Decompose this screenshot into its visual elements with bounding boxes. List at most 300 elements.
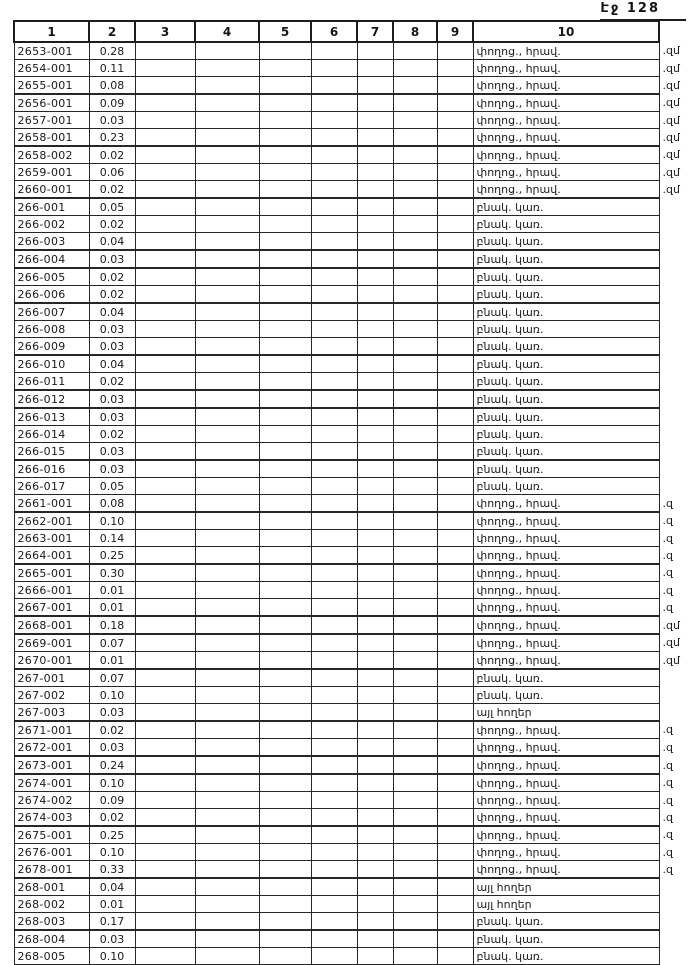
empty-cell-9 bbox=[437, 774, 473, 792]
empty-cell-6 bbox=[311, 616, 357, 634]
empty-cell-7 bbox=[357, 896, 393, 913]
empty-cell-4 bbox=[195, 390, 259, 408]
area-value-cell: 0.02 bbox=[89, 146, 135, 164]
empty-cell-8 bbox=[393, 512, 437, 530]
empty-cell-6 bbox=[311, 756, 357, 774]
empty-cell-7 bbox=[357, 286, 393, 304]
table-row bbox=[14, 756, 689, 774]
empty-cell-8 bbox=[393, 233, 437, 251]
empty-cell-6 bbox=[311, 930, 357, 948]
column-header-6: 6 bbox=[311, 21, 357, 42]
margin-mark: .զ bbox=[659, 547, 689, 565]
table-row bbox=[14, 443, 689, 461]
empty-cell-7 bbox=[357, 739, 393, 757]
margin-mark: .զ bbox=[659, 599, 689, 617]
empty-cell-7 bbox=[357, 512, 393, 530]
margin-mark: .զմ bbox=[659, 129, 689, 147]
empty-cell-7 bbox=[357, 164, 393, 181]
table-row bbox=[14, 250, 689, 268]
parcel-id-cell: 2658-001 bbox=[14, 129, 89, 147]
land-use-cell: փողոց., հրավ. bbox=[473, 721, 659, 739]
parcel-id-cell: 2665-001 bbox=[14, 564, 89, 582]
empty-cell-4 bbox=[195, 704, 259, 722]
empty-cell-9 bbox=[437, 460, 473, 478]
land-use-cell: բնակ. կառ. bbox=[473, 233, 659, 251]
empty-cell-9 bbox=[437, 616, 473, 634]
empty-cell-5 bbox=[259, 721, 311, 739]
empty-cell-9 bbox=[437, 599, 473, 617]
empty-cell-5 bbox=[259, 582, 311, 599]
land-use-cell: փողոց., հրավ. bbox=[473, 652, 659, 670]
table-row bbox=[14, 599, 689, 617]
table-row bbox=[14, 721, 689, 739]
area-value-cell: 0.25 bbox=[89, 826, 135, 844]
empty-cell-5 bbox=[259, 792, 311, 809]
land-use-cell: փողոց., հրավ. bbox=[473, 112, 659, 129]
empty-cell-6 bbox=[311, 250, 357, 268]
parcel-id-cell: 266-016 bbox=[14, 460, 89, 478]
table-row bbox=[14, 60, 689, 77]
empty-cell-3 bbox=[135, 373, 195, 391]
empty-cell-6 bbox=[311, 792, 357, 809]
empty-cell-4 bbox=[195, 77, 259, 95]
empty-cell-3 bbox=[135, 512, 195, 530]
parcel-id-cell: 2660-001 bbox=[14, 181, 89, 199]
area-value-cell: 0.03 bbox=[89, 321, 135, 338]
parcel-id-cell: 266-003 bbox=[14, 233, 89, 251]
empty-cell-3 bbox=[135, 669, 195, 687]
area-value-cell: 0.02 bbox=[89, 181, 135, 199]
empty-cell-5 bbox=[259, 948, 311, 965]
area-value-cell: 0.02 bbox=[89, 268, 135, 286]
empty-cell-9 bbox=[437, 495, 473, 513]
empty-cell-4 bbox=[195, 42, 259, 60]
land-use-cell: փողոց., հրավ. bbox=[473, 599, 659, 617]
land-use-cell: փողոց., հրավ. bbox=[473, 844, 659, 861]
empty-cell-3 bbox=[135, 687, 195, 704]
empty-cell-5 bbox=[259, 669, 311, 687]
empty-cell-6 bbox=[311, 913, 357, 931]
area-value-cell: 0.08 bbox=[89, 495, 135, 513]
empty-cell-8 bbox=[393, 42, 437, 60]
empty-cell-6 bbox=[311, 721, 357, 739]
empty-cell-5 bbox=[259, 60, 311, 77]
parcel-id-cell: 268-002 bbox=[14, 896, 89, 913]
land-use-cell: փողոց., հրավ. bbox=[473, 616, 659, 634]
empty-cell-8 bbox=[393, 913, 437, 931]
land-use-cell: բնակ. կառ. bbox=[473, 250, 659, 268]
table-body bbox=[14, 42, 689, 965]
empty-cell-5 bbox=[259, 844, 311, 861]
empty-cell-8 bbox=[393, 564, 437, 582]
land-use-cell: փողոց., հրավ. bbox=[473, 60, 659, 77]
empty-cell-6 bbox=[311, 460, 357, 478]
empty-cell-8 bbox=[393, 286, 437, 304]
column-header-1: 1 bbox=[14, 21, 89, 42]
margin-mark: .զմ bbox=[659, 112, 689, 129]
column-header-7: 7 bbox=[357, 21, 393, 42]
land-use-cell: այլ հողեր bbox=[473, 896, 659, 913]
land-use-cell: այլ հողեր bbox=[473, 878, 659, 896]
parcel-id-cell: 2661-001 bbox=[14, 495, 89, 513]
empty-cell-4 bbox=[195, 303, 259, 321]
land-use-cell: բնակ. կառ. bbox=[473, 443, 659, 461]
empty-cell-6 bbox=[311, 373, 357, 391]
parcel-id-cell: 267-003 bbox=[14, 704, 89, 722]
empty-cell-7 bbox=[357, 704, 393, 722]
parcel-id-cell: 2662-001 bbox=[14, 512, 89, 530]
table-row bbox=[14, 512, 689, 530]
area-value-cell: 0.02 bbox=[89, 373, 135, 391]
margin-mark bbox=[659, 233, 689, 251]
empty-cell-6 bbox=[311, 512, 357, 530]
empty-cell-6 bbox=[311, 390, 357, 408]
parcel-id-cell: 2676-001 bbox=[14, 844, 89, 861]
area-value-cell: 0.10 bbox=[89, 512, 135, 530]
empty-cell-3 bbox=[135, 216, 195, 233]
empty-cell-4 bbox=[195, 826, 259, 844]
table-row bbox=[14, 268, 689, 286]
parcel-id-cell: 266-008 bbox=[14, 321, 89, 338]
area-value-cell: 0.01 bbox=[89, 599, 135, 617]
empty-cell-9 bbox=[437, 704, 473, 722]
empty-cell-5 bbox=[259, 564, 311, 582]
empty-cell-5 bbox=[259, 426, 311, 443]
empty-cell-5 bbox=[259, 164, 311, 181]
empty-cell-8 bbox=[393, 112, 437, 129]
column-header-10: 10 bbox=[473, 21, 659, 42]
empty-cell-9 bbox=[437, 129, 473, 147]
empty-cell-8 bbox=[393, 739, 437, 757]
empty-cell-7 bbox=[357, 338, 393, 356]
empty-cell-7 bbox=[357, 408, 393, 426]
empty-cell-5 bbox=[259, 250, 311, 268]
empty-cell-5 bbox=[259, 913, 311, 931]
empty-cell-3 bbox=[135, 77, 195, 95]
margin-mark bbox=[659, 268, 689, 286]
empty-cell-8 bbox=[393, 321, 437, 338]
empty-cell-4 bbox=[195, 669, 259, 687]
empty-cell-3 bbox=[135, 809, 195, 827]
empty-cell-6 bbox=[311, 948, 357, 965]
empty-cell-8 bbox=[393, 181, 437, 199]
empty-cell-6 bbox=[311, 687, 357, 704]
margin-mark bbox=[659, 355, 689, 373]
table-row bbox=[14, 687, 689, 704]
table-row bbox=[14, 878, 689, 896]
margin-mark: .զ bbox=[659, 721, 689, 739]
empty-cell-7 bbox=[357, 547, 393, 565]
margin-mark bbox=[659, 948, 689, 965]
land-use-cell: բնակ. կառ. bbox=[473, 687, 659, 704]
empty-cell-8 bbox=[393, 861, 437, 879]
empty-cell-3 bbox=[135, 634, 195, 652]
empty-cell-8 bbox=[393, 94, 437, 112]
table-row bbox=[14, 826, 689, 844]
parcel-id-cell: 266-005 bbox=[14, 268, 89, 286]
empty-cell-9 bbox=[437, 948, 473, 965]
empty-cell-8 bbox=[393, 530, 437, 547]
parcel-id-cell: 266-009 bbox=[14, 338, 89, 356]
margin-mark: .զ bbox=[659, 530, 689, 547]
empty-cell-4 bbox=[195, 687, 259, 704]
land-use-cell: փողոց., հրավ. bbox=[473, 42, 659, 60]
land-use-cell: բնակ. կառ. bbox=[473, 216, 659, 233]
empty-cell-7 bbox=[357, 478, 393, 495]
empty-cell-5 bbox=[259, 809, 311, 827]
empty-cell-7 bbox=[357, 216, 393, 233]
empty-cell-3 bbox=[135, 460, 195, 478]
empty-cell-9 bbox=[437, 338, 473, 356]
empty-cell-3 bbox=[135, 286, 195, 304]
empty-cell-4 bbox=[195, 460, 259, 478]
empty-cell-9 bbox=[437, 739, 473, 757]
empty-cell-8 bbox=[393, 634, 437, 652]
empty-cell-7 bbox=[357, 930, 393, 948]
empty-cell-4 bbox=[195, 198, 259, 216]
empty-cell-4 bbox=[195, 582, 259, 599]
empty-cell-4 bbox=[195, 338, 259, 356]
empty-cell-5 bbox=[259, 616, 311, 634]
empty-cell-9 bbox=[437, 512, 473, 530]
empty-cell-3 bbox=[135, 303, 195, 321]
empty-cell-7 bbox=[357, 582, 393, 599]
empty-cell-5 bbox=[259, 129, 311, 147]
area-value-cell: 0.03 bbox=[89, 408, 135, 426]
margin-mark bbox=[659, 930, 689, 948]
empty-cell-7 bbox=[357, 250, 393, 268]
empty-cell-8 bbox=[393, 460, 437, 478]
empty-cell-8 bbox=[393, 390, 437, 408]
margin-mark: .զ bbox=[659, 739, 689, 757]
table-row bbox=[14, 94, 689, 112]
empty-cell-8 bbox=[393, 198, 437, 216]
empty-cell-9 bbox=[437, 564, 473, 582]
table-row bbox=[14, 164, 689, 181]
empty-cell-7 bbox=[357, 355, 393, 373]
margin-mark: .զ bbox=[659, 564, 689, 582]
empty-cell-8 bbox=[393, 129, 437, 147]
empty-cell-3 bbox=[135, 60, 195, 77]
column-header-9: 9 bbox=[437, 21, 473, 42]
land-use-cell: բնակ. կառ. bbox=[473, 390, 659, 408]
margin-mark bbox=[659, 390, 689, 408]
empty-cell-6 bbox=[311, 809, 357, 827]
margin-mark: .զմ bbox=[659, 616, 689, 634]
empty-cell-7 bbox=[357, 112, 393, 129]
empty-cell-9 bbox=[437, 687, 473, 704]
empty-cell-6 bbox=[311, 338, 357, 356]
header-row bbox=[14, 21, 689, 42]
empty-cell-9 bbox=[437, 198, 473, 216]
empty-cell-8 bbox=[393, 826, 437, 844]
empty-cell-5 bbox=[259, 512, 311, 530]
empty-cell-9 bbox=[437, 634, 473, 652]
empty-cell-5 bbox=[259, 303, 311, 321]
table-row bbox=[14, 338, 689, 356]
empty-cell-9 bbox=[437, 112, 473, 129]
empty-cell-4 bbox=[195, 216, 259, 233]
table-row bbox=[14, 861, 689, 879]
empty-cell-4 bbox=[195, 844, 259, 861]
land-use-cell: բնակ. կառ. bbox=[473, 198, 659, 216]
empty-cell-5 bbox=[259, 77, 311, 95]
empty-cell-7 bbox=[357, 564, 393, 582]
parcel-id-cell: 267-002 bbox=[14, 687, 89, 704]
parcel-id-cell: 2673-001 bbox=[14, 756, 89, 774]
empty-cell-6 bbox=[311, 164, 357, 181]
empty-cell-6 bbox=[311, 129, 357, 147]
empty-cell-3 bbox=[135, 739, 195, 757]
empty-cell-9 bbox=[437, 826, 473, 844]
empty-cell-8 bbox=[393, 77, 437, 95]
empty-cell-4 bbox=[195, 896, 259, 913]
parcel-id-cell: 266-001 bbox=[14, 198, 89, 216]
empty-cell-7 bbox=[357, 948, 393, 965]
empty-cell-3 bbox=[135, 547, 195, 565]
land-use-cell: փողոց., հրավ. bbox=[473, 756, 659, 774]
table-row bbox=[14, 739, 689, 757]
empty-cell-6 bbox=[311, 60, 357, 77]
margin-mark bbox=[659, 687, 689, 704]
area-value-cell: 0.10 bbox=[89, 948, 135, 965]
empty-cell-3 bbox=[135, 878, 195, 896]
empty-cell-6 bbox=[311, 844, 357, 861]
empty-cell-3 bbox=[135, 930, 195, 948]
empty-cell-6 bbox=[311, 896, 357, 913]
area-value-cell: 0.04 bbox=[89, 303, 135, 321]
empty-cell-9 bbox=[437, 478, 473, 495]
parcel-id-cell: 268-005 bbox=[14, 948, 89, 965]
table-row bbox=[14, 42, 689, 60]
parcel-id-cell: 2659-001 bbox=[14, 164, 89, 181]
empty-cell-9 bbox=[437, 321, 473, 338]
column-header-8: 8 bbox=[393, 21, 437, 42]
parcel-id-cell: 2657-001 bbox=[14, 112, 89, 129]
empty-cell-5 bbox=[259, 268, 311, 286]
land-use-cell: բնակ. կառ. bbox=[473, 338, 659, 356]
parcel-id-cell: 266-015 bbox=[14, 443, 89, 461]
margin-mark bbox=[659, 373, 689, 391]
margin-mark: .զմ bbox=[659, 146, 689, 164]
land-use-cell: փողոց., հրավ. bbox=[473, 774, 659, 792]
land-use-cell: բնակ. կառ. bbox=[473, 930, 659, 948]
area-value-cell: 0.09 bbox=[89, 94, 135, 112]
empty-cell-7 bbox=[357, 94, 393, 112]
margin-mark bbox=[659, 878, 689, 896]
empty-cell-9 bbox=[437, 792, 473, 809]
area-value-cell: 0.06 bbox=[89, 164, 135, 181]
parcel-id-cell: 2653-001 bbox=[14, 42, 89, 60]
table-row bbox=[14, 303, 689, 321]
empty-cell-5 bbox=[259, 652, 311, 670]
empty-cell-6 bbox=[311, 303, 357, 321]
empty-cell-9 bbox=[437, 669, 473, 687]
land-use-cell: փողոց., հրավ. bbox=[473, 129, 659, 147]
empty-cell-5 bbox=[259, 634, 311, 652]
empty-cell-5 bbox=[259, 338, 311, 356]
margin-mark: .զմ bbox=[659, 634, 689, 652]
table-row bbox=[14, 478, 689, 495]
empty-cell-9 bbox=[437, 94, 473, 112]
empty-cell-3 bbox=[135, 495, 195, 513]
land-use-cell: փողոց., հրավ. bbox=[473, 826, 659, 844]
empty-cell-5 bbox=[259, 530, 311, 547]
margin-mark bbox=[659, 216, 689, 233]
empty-cell-8 bbox=[393, 774, 437, 792]
empty-cell-5 bbox=[259, 460, 311, 478]
table-row bbox=[14, 355, 689, 373]
table-row bbox=[14, 774, 689, 792]
empty-cell-3 bbox=[135, 721, 195, 739]
empty-cell-3 bbox=[135, 443, 195, 461]
empty-cell-5 bbox=[259, 704, 311, 722]
empty-cell-3 bbox=[135, 948, 195, 965]
empty-cell-8 bbox=[393, 896, 437, 913]
margin-mark bbox=[659, 704, 689, 722]
margin-mark bbox=[659, 250, 689, 268]
empty-cell-7 bbox=[357, 268, 393, 286]
margin-mark: .զմ bbox=[659, 181, 689, 199]
empty-cell-4 bbox=[195, 878, 259, 896]
empty-cell-4 bbox=[195, 60, 259, 77]
area-value-cell: 0.04 bbox=[89, 878, 135, 896]
area-value-cell: 0.10 bbox=[89, 774, 135, 792]
empty-cell-8 bbox=[393, 582, 437, 599]
area-value-cell: 0.01 bbox=[89, 896, 135, 913]
area-value-cell: 0.25 bbox=[89, 547, 135, 565]
empty-cell-4 bbox=[195, 564, 259, 582]
empty-cell-7 bbox=[357, 198, 393, 216]
margin-mark: .զ bbox=[659, 582, 689, 599]
table-row bbox=[14, 198, 689, 216]
margin-mark bbox=[659, 460, 689, 478]
empty-cell-8 bbox=[393, 146, 437, 164]
parcel-id-cell: 266-013 bbox=[14, 408, 89, 426]
empty-cell-7 bbox=[357, 599, 393, 617]
empty-cell-4 bbox=[195, 443, 259, 461]
table-row bbox=[14, 616, 689, 634]
parcel-id-cell: 2666-001 bbox=[14, 582, 89, 599]
empty-cell-5 bbox=[259, 774, 311, 792]
parcel-id-cell: 2672-001 bbox=[14, 739, 89, 757]
table-row bbox=[14, 809, 689, 827]
parcel-id-cell: 2654-001 bbox=[14, 60, 89, 77]
empty-cell-4 bbox=[195, 530, 259, 547]
area-value-cell: 0.18 bbox=[89, 616, 135, 634]
parcel-id-cell: 2674-002 bbox=[14, 792, 89, 809]
empty-cell-3 bbox=[135, 530, 195, 547]
area-value-cell: 0.03 bbox=[89, 930, 135, 948]
empty-cell-3 bbox=[135, 426, 195, 443]
empty-cell-8 bbox=[393, 268, 437, 286]
table-row bbox=[14, 704, 689, 722]
empty-cell-6 bbox=[311, 198, 357, 216]
empty-cell-7 bbox=[357, 913, 393, 931]
area-value-cell: 0.01 bbox=[89, 652, 135, 670]
empty-cell-5 bbox=[259, 930, 311, 948]
parcel-id-cell: 268-001 bbox=[14, 878, 89, 896]
empty-cell-8 bbox=[393, 338, 437, 356]
parcel-id-cell: 266-010 bbox=[14, 355, 89, 373]
empty-cell-8 bbox=[393, 164, 437, 181]
empty-cell-3 bbox=[135, 478, 195, 495]
empty-cell-6 bbox=[311, 582, 357, 599]
parcel-id-cell: 266-017 bbox=[14, 478, 89, 495]
parcel-id-cell: 2670-001 bbox=[14, 652, 89, 670]
area-value-cell: 0.03 bbox=[89, 443, 135, 461]
empty-cell-4 bbox=[195, 355, 259, 373]
